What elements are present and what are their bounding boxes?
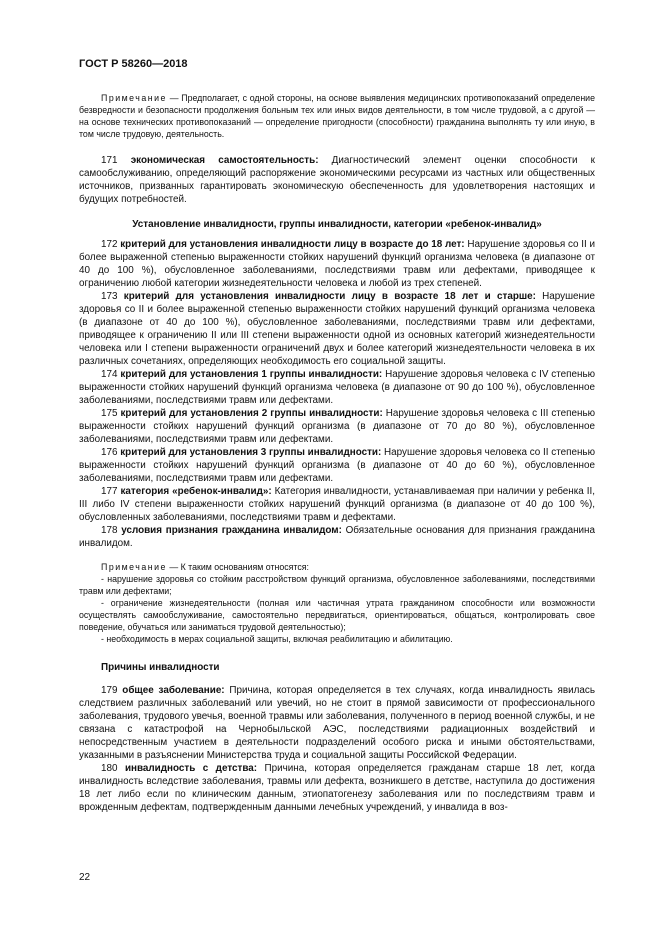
definition-text: Нарушение здоровья человека с III степенью выраженности стойких нарушений функций организма (в диапазоне от 70 до 80 %), обусловленное заболеваниями, последствиями травм или дефектами.	[79, 408, 596, 445]
definition-term: критерий для установления 1 группы инвалидности:	[120, 369, 383, 380]
definition-number: 176	[101, 447, 121, 458]
definition-number: 178	[101, 525, 122, 536]
definition-180	[79, 762, 595, 814]
section-heading-disability-establishment: Установление инвалидности, группы инвалидности, категории «ребенок-инвалид»	[132, 219, 542, 230]
note-label: Примечание	[101, 93, 167, 103]
definition-174	[79, 368, 595, 407]
definition-number: 173	[101, 291, 124, 302]
definition-term: критерий для установления инвалидности лицу в возрасте до 18 лет:	[120, 239, 465, 250]
definition-text: Категория инвалидности, устанавливаемая при наличии у ребенка II, III либо IV степени выраженности стойких нарушений функций организма (в диапазоне от 40 до 100 %), обусловленных заболеваниями, последствиями травм и дефектами.	[79, 486, 595, 523]
definition-term: критерий для установления 3 группы инвалидности:	[120, 447, 382, 458]
definition-number: 171	[101, 155, 131, 166]
definition-term: инвалидность с детства:	[124, 763, 258, 774]
definition-term: общее заболевание:	[122, 685, 225, 696]
definition-number: 179	[101, 685, 123, 696]
definition-term: экономическая самостоятельность:	[130, 155, 319, 166]
definition-text: Нарушение здоровья со II и более выраженной степенью выраженности стойких нарушений функций организма человека (в диапазоне от 40 до 100 %), обусловленное заболеваниями, последствиями травм или дефектами, приводящее к ограничению любой категории жизнедеятельности человека и любой из трех степеней.	[79, 239, 595, 289]
definition-text: Диагностический элемент оценки способности к самообслуживанию, определяющий распоряжение экономическими ресурсами из частных или общественных источников, призванных гарантировать экономическую обеспеченность для удовлетворения настоящих и будущих потребностей.	[79, 155, 595, 205]
definition-173	[79, 290, 595, 368]
definition-text: Причина, которая определяется гражданам старше 18 лет, когда инвалидность вследствие заболевания, травмы или дефекта, возникшего в детстве, наступила до достижения 18 лет либо если по клиническим данным, этиопатогенезу заболевания или по последствиям травм и врожденным дефектам, подтвержденным данными лечебных учреждений, у инвалида в воз-	[79, 763, 595, 813]
definition-text: Обязательные основания для признания гражданина инвалидом.	[79, 525, 595, 549]
note-label: Примечание	[101, 562, 167, 572]
definition-number: 175	[101, 408, 121, 419]
definition-number: 172	[101, 239, 121, 250]
definition-171	[79, 154, 595, 206]
definition-number: 180	[101, 763, 125, 774]
definition-number: 177	[101, 486, 121, 497]
definition-177	[79, 485, 595, 524]
note-text: — Предполагает, с одной стороны, на основе выявления медицинских противопоказаний определение безвредности и безопасности продолжения больным тех или иных видов деятельности, в том числе трудовой, а с другой — на основе технических противопоказаний — определение пригодности (способности) гражданина выполнять ту или иную, в том числе трудовую, деятельность.	[79, 93, 595, 139]
definition-term: условия признания гражданина инвалидом:	[121, 525, 342, 536]
definition-term: критерий для установления 2 группы инвалидности:	[120, 408, 383, 419]
page-number: 22	[79, 872, 91, 883]
definition-172	[79, 238, 595, 290]
note-intro-text: — К таким основаниям относятся:	[166, 562, 309, 572]
definition-term: категория «ребенок-инвалид»:	[120, 486, 272, 497]
definition-178	[79, 524, 595, 550]
definition-175	[79, 407, 595, 446]
definition-text: Причина, которая определяется в тех случаях, когда инвалидность явилась следствием различных заболеваний или увечий, но не стоит в прямой зависимости от профессионального заболевания, трудового увечья, военной травмы или заболевания, полученного в период военной службы, и не связана с катастрофой на Чернобыльской АЭС, последствиями радиационных воздействий и непосредственным участием в деятельности подразделений особого риска и иными обстоятельствами, указанными в разъяснении Министерства труда и социальной защиты Российской Федерации.	[79, 685, 595, 761]
definition-text: Нарушение здоровья со II и более выраженной степенью выраженности стойких нарушений функций организма человека (в диапазоне от 40 до 100 %), обусловленное заболеваниями, последствиями травм или дефектами, приводящее к ограничению II или III степени выраженности одной из основных категорий жизнедеятельности человека или I степени выраженности ограничений двух и более категорий жизнедеятельности человека в их различных сочетаниях, определяющих необходимость его социальной защиты.	[79, 291, 595, 367]
note-171-preamble	[79, 92, 595, 140]
definition-term: критерий для установления инвалидности лицу в возрасте 18 лет и старше:	[123, 291, 536, 302]
definition-text: Нарушение здоровья человека со II степенью выраженности стойких нарушений функций организма (в диапазоне от 40 до 60 %), обусловленное заболеваниями, последствиями травм или дефектами.	[79, 447, 595, 484]
note-intro	[79, 561, 595, 573]
note-178	[79, 561, 595, 645]
definition-number: 174	[101, 369, 121, 380]
document-header: ГОСТ Р 58260—2018	[79, 58, 188, 70]
note-list-item: - ограничение жизнедеятельности (полная или частичная утрата гражданином способности или возможности осуществлять самообслуживание, самостоятельно передвигаться, ориентироваться, общаться, контролировать свое поведение, обучаться или заниматься трудовой деятельностью);	[79, 598, 595, 632]
definition-176	[79, 446, 595, 485]
definition-text: Нарушение здоровья человека с IV степенью выраженности стойких нарушений функций организма человека (в диапазоне от 90 до 100 %), обусловленное заболеваниями, последствиями травм или дефектами.	[79, 369, 595, 406]
note-list-item: - нарушение здоровья со стойким расстройством функций организма, обусловленное заболеваниями, последствиями травм или дефектами;	[79, 574, 595, 596]
note-list-item: - необходимость в мерах социальной защиты, включая реабилитацию и абилитацию.	[101, 634, 453, 644]
definition-179	[79, 684, 595, 762]
section-heading-disability-causes: Причины инвалидности	[101, 662, 220, 673]
